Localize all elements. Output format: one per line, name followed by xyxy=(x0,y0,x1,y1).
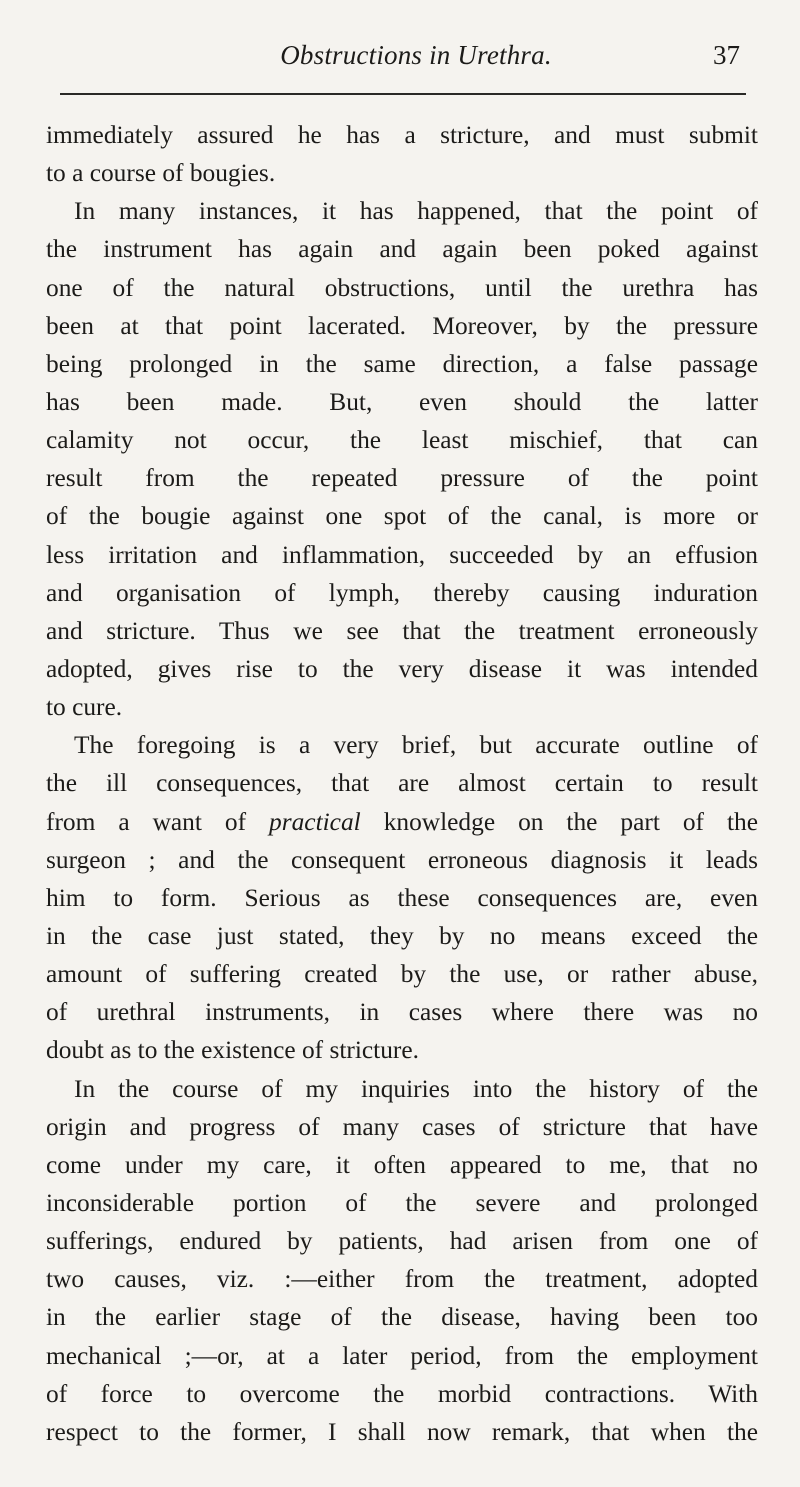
page-number: 37 xyxy=(713,40,740,70)
header-rule xyxy=(60,93,746,95)
text-line: mechanical ;—or, at a later period, from the employment xyxy=(46,1341,758,1370)
text-line: been at that point lacerated. Moreover, by the pressure xyxy=(46,311,758,340)
text-line: him to form. Serious as these consequences are, even xyxy=(46,883,758,912)
text-line: to a course of bougies. xyxy=(46,159,276,188)
text-line: result from the repeated pressure of the point xyxy=(46,464,758,493)
text-line: amount of suffering created by the use, or rather abuse, xyxy=(46,960,758,989)
body-text xyxy=(46,116,758,1451)
text-line: in the case just stated, they by no means exceed the xyxy=(46,921,758,950)
text-line-with-italic xyxy=(46,803,758,841)
text-line: and stricture. Thus we see that the treatment erroneously xyxy=(46,616,758,645)
running-title: Obstructions in Urethra. xyxy=(280,40,552,70)
text-line: has been made. But, even should the latter xyxy=(46,387,758,416)
text-segment: from a want of xyxy=(46,807,247,836)
text-line: one of the natural obstructions, until the urethra has xyxy=(46,273,758,302)
text-line: sufferings, endured by patients, had arisen from one of xyxy=(46,1227,758,1256)
text-line: come under my care, it often appeared to me, that no xyxy=(46,1150,758,1179)
text-line: to cure. xyxy=(46,693,123,722)
text-line: calamity not occur, the least mischief, that can xyxy=(46,426,758,455)
text-line: origin and progress of many cases of stricture that have xyxy=(46,1112,758,1141)
text-line: the ill consequences, that are almost certain to result xyxy=(46,769,758,798)
page-header xyxy=(48,38,744,84)
text-line: respect to the former, I shall now remark, that when the xyxy=(46,1417,758,1446)
text-line: and organisation of lymph, thereby causing induration xyxy=(46,578,758,607)
text-line: two causes, viz. :—either from the treatment, adopted xyxy=(46,1265,758,1294)
text-line: the instrument has again and again been poked against xyxy=(46,235,758,264)
text-line: of the bougie against one spot of the canal, is more or xyxy=(46,502,758,531)
italic-word: practical xyxy=(269,807,361,836)
text-line: immediately assured he has a stricture, and must submit xyxy=(46,121,758,149)
text-line: inconsiderable portion of the severe and prolonged xyxy=(46,1188,758,1217)
text-line: In many instances, it has happened, that the point of xyxy=(74,197,758,226)
text-line: of force to overcome the morbid contractions. With xyxy=(46,1379,758,1408)
text-line: doubt as to the existence of stricture. xyxy=(46,1036,419,1065)
text-line: in the earlier stage of the disease, having been too xyxy=(46,1303,758,1332)
text-line: The foregoing is a very brief, but accurate outline of xyxy=(74,731,758,760)
text-line: In the course of my inquiries into the history of the xyxy=(74,1074,758,1103)
text-line: less irritation and inflammation, succeeded by an effusion xyxy=(46,540,758,569)
text-line: surgeon ; and the consequent erroneous diagnosis it leads xyxy=(46,845,758,874)
text-line: being prolonged in the same direction, a false passage xyxy=(46,349,758,378)
text-line: of urethral instruments, in cases where there was no xyxy=(46,998,758,1027)
text-segment: knowledge on the part of the xyxy=(383,807,758,836)
text-line: adopted, gives rise to the very disease it was intended xyxy=(46,654,758,683)
